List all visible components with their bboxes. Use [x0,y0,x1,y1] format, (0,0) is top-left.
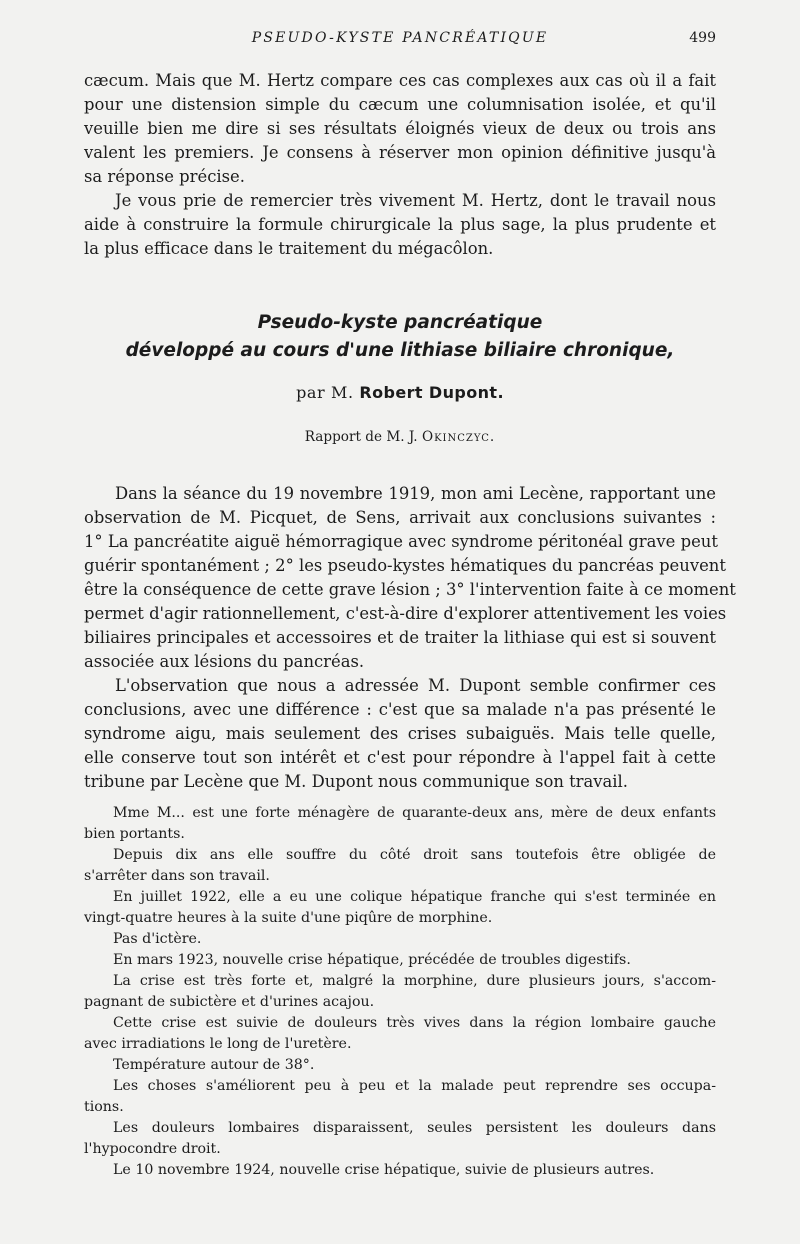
byline-prefix: par M. [296,383,354,402]
text-line: tions. [84,1099,124,1115]
text-line: l'hypocondre droit. [84,1141,221,1157]
text-line: tribune par Lecène que M. Dupont nous communique son travail. [84,772,629,791]
text-line: Dans la séance du 19 novembre 1919, mon ami Lecène, rapportant une [115,484,716,503]
text-line: avec irradiations le long de l'uretère. [84,1036,352,1052]
text-line: Cette crise est suivie de douleurs très vives dans la région lombaire gauche [113,1015,716,1031]
article-title-line2: développé au cours d'une lithiase biliaire chronique, [125,340,675,361]
text-line: observation de M. Picquet, de Sens, arrivait aux conclusions suivantes : [84,508,716,527]
text-line: aide à construire la formule chirurgicale la plus sage, la plus prudente et [84,215,716,234]
report-author: Okinczyc. [421,429,496,445]
text-line: permet d'agir rationnellement, c'est-à-dire d'explorer attentivement les voies [84,604,727,623]
text-line: la plus efficace dans le traitement du mégacôlon. [84,239,494,258]
text-line: Le 10 novembre 1924, nouvelle crise hépatique, suivie de plusieurs autres. [113,1162,655,1178]
running-title: PSEUDO-KYSTE PANCRÉATIQUE [251,30,549,46]
text-line: En mars 1923, nouvelle crise hépatique, précédée de troubles digestifs. [113,952,631,968]
text-line: valent les premiers. Je consens à réserver mon opinion définitive jusqu'à [84,143,716,162]
intro-paragraphs [84,69,716,261]
text-line: vingt-quatre heures à la suite d'une piqûre de morphine. [84,910,493,926]
text-line: 1° La pancréatite aiguë hémorragique avec syndrome péritonéal grave peut [84,532,718,551]
article-title-line1: Pseudo-kyste pancréatique [257,312,543,333]
text-line: Les choses s'améliorent peu à peu et la malade peut reprendre ses occupa- [113,1078,716,1094]
report-credit [84,429,716,445]
author-name: Robert Dupont. [359,383,504,402]
report-prefix: Rapport de M. J. [304,429,418,445]
text-line: Les douleurs lombaires disparaissent, seules persistent les douleurs dans [113,1120,716,1136]
observation-notes [84,803,716,1181]
text-line: En juillet 1922, elle a eu une colique hépatique franche qui s'est terminée en [113,889,716,905]
text-line: Température autour de 38°. [113,1057,315,1073]
byline [84,383,716,402]
text-line: s'arrêter dans son travail. [84,868,270,884]
text-line: pour une distension simple du cæcum une columnisation isolée, et qu'il [84,95,716,114]
text-line: guérir spontanément ; 2° les pseudo-kystes hématiques du pancréas peuvent [84,556,726,575]
running-header [84,30,716,50]
text-line: veuille bien me dire si ses résultats éloignés vieux de deux ou trois ans [84,119,716,138]
text-line: Mme M... est une forte ménagère de quarante-deux ans, mère de deux enfants [113,805,716,821]
text-line: bien portants. [84,826,185,842]
text-line: être la conséquence de cette grave lésion ; 3° l'intervention faite à ce moment [84,580,736,599]
page-number: 499 [689,30,716,46]
text-line: sa réponse précise. [84,167,245,186]
text-line: associée aux lésions du pancréas. [84,652,365,671]
text-line: L'observation que nous a adressée M. Dupont semble confirmer ces [115,676,716,695]
text-line: syndrome aigu, mais seulement des crises subaiguës. Mais telle quelle, [84,724,716,743]
text-line: cæcum. Mais que M. Hertz compare ces cas complexes aux cas où il a fait [84,71,716,90]
text-line: biliaires principales et accessoires et de traiter la lithiase qui est si souvent [84,628,716,647]
text-line: Je vous prie de remercier très vivement M. Hertz, dont le travail nous [115,191,716,210]
text-line: pagnant de subictère et d'urines acajou. [84,994,375,1010]
text-line: La crise est très forte et, malgré la morphine, dure plusieurs jours, s'accom- [113,973,716,989]
text-line: Pas d'ictère. [113,931,202,947]
text-line: conclusions, avec une différence : c'est que sa malade n'a pas présenté le [84,700,716,719]
report-body [84,482,736,794]
text-line: elle conserve tout son intérêt et c'est pour répondre à l'appel fait à cette [84,748,716,767]
text-line: Depuis dix ans elle souffre du côté droit sans toutefois être obligée de [113,847,716,863]
